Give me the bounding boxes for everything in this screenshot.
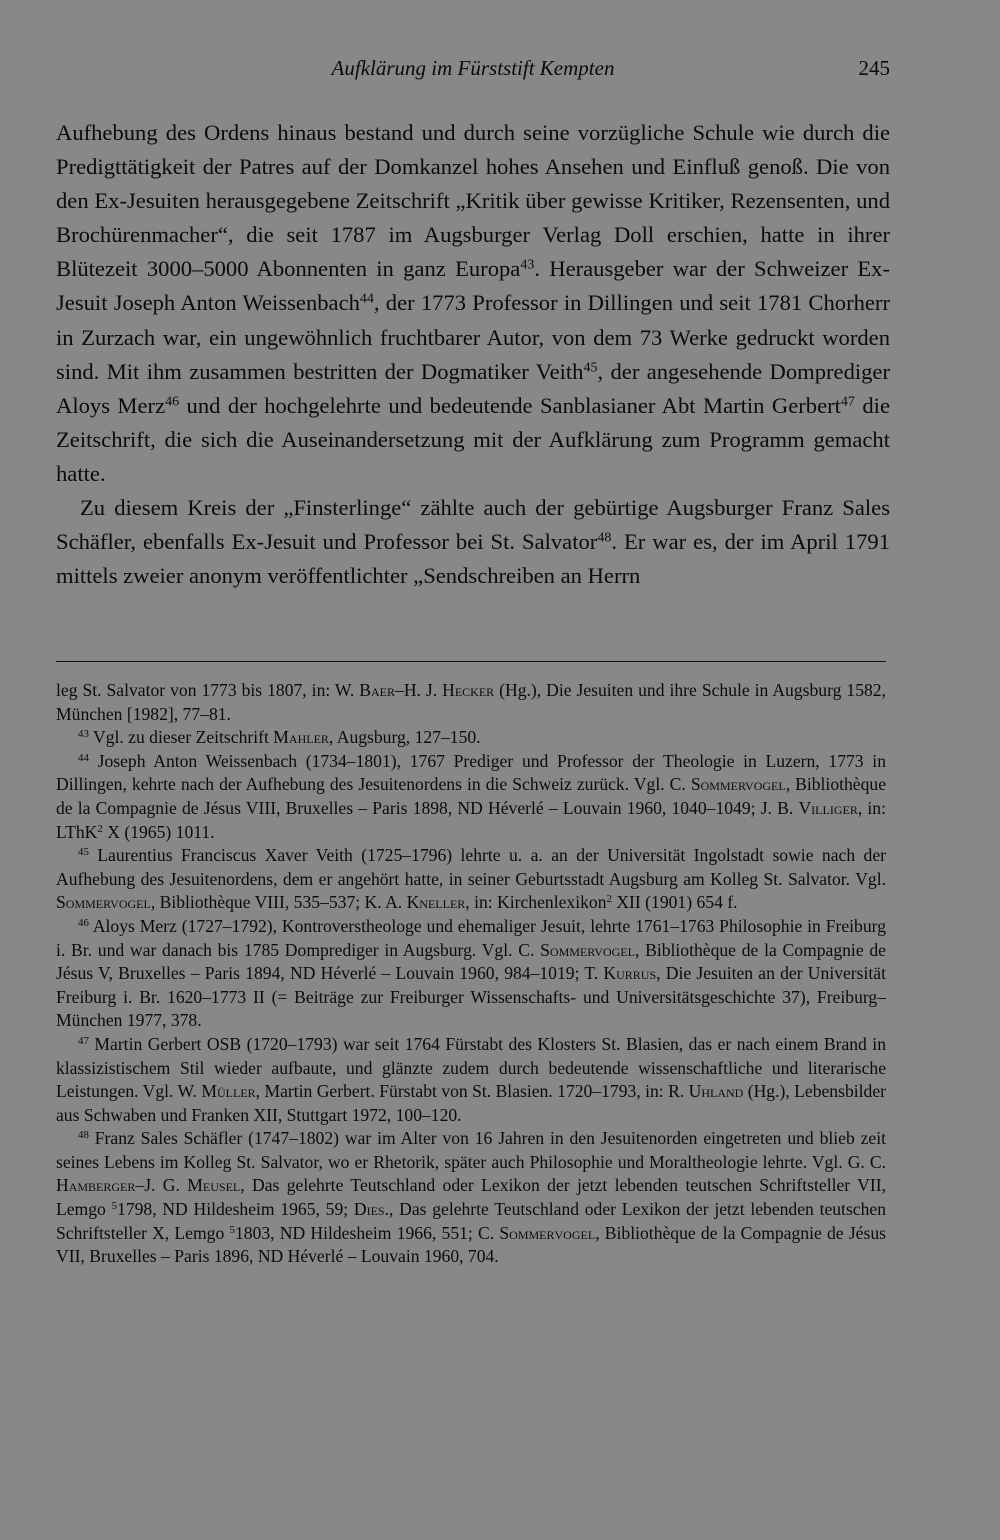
- text-run: –H. J.: [395, 680, 443, 700]
- footnote-45: [56, 844, 886, 915]
- text-run: , Bibliothèque VIII, 535–537; K. A.: [150, 892, 407, 913]
- author-name: Müller: [201, 1081, 256, 1102]
- author-name: Baer: [359, 680, 396, 700]
- text-run: , Das gelehrte Teutschland oder Lexikon der jetzt lebenden teutschen Schriftsteller VII, Lemgo: [56, 1175, 886, 1220]
- text-run: und der hochgelehrte und bedeutende Sanblasianer Abt Martin Gerbert: [179, 392, 841, 418]
- author-name: Meusel: [187, 1175, 241, 1196]
- text-run: , Die Jesuiten an der Universität Freiburg i. Br. 1620–1773 II (= Beiträge zur Freiburger Wissenschafts- und Universitätsgeschichte 37), Freiburg–München 1977, 378.: [56, 963, 886, 1031]
- text-run: die Zeitschrift, die sich die Auseinandersetzung mit der Aufklärung zum Programm gemacht hatte.: [56, 392, 890, 486]
- text-run: , Das gelehrte Teutschland oder Lexikon der jetzt lebenden teutschen Schriftsteller X, Lemgo: [56, 1199, 887, 1243]
- author-name: Dies.: [353, 1199, 389, 1220]
- text-run: Laurentius Franciscus Xaver Veith (1725–1796) lehrte u. a. an der Universität Ingolstadt sowie nach der Aufhebung des Jesuitenordens, dem er angehört hatte, in seiner Geburtsstadt Augsburg am Kolleg St. Salvator. Vgl.: [56, 845, 886, 889]
- edition-superscript: 2: [97, 822, 103, 835]
- author-name: Villiger: [798, 797, 858, 818]
- text-run: , in: Kirchenlexikon: [465, 892, 607, 913]
- text-run: . Herausgeber war der Schweizer Ex-Jesuit Joseph Anton Weissenbach: [56, 256, 890, 316]
- text-run: Franz Sales Schäfler (1747–1802) war im Alter von 16 Jahren in den Jesuitenorden eingetreten und blieb zeit seines Lebens im Kolleg St. Salvator, wo er Rhetorik, später auch Philosophie und Moraltheologie lehrte. Vgl. G. C.: [56, 1128, 886, 1172]
- author-name: Sommervogel: [690, 774, 786, 795]
- running-head: [56, 52, 890, 84]
- author-name: Sommervogel: [540, 939, 635, 960]
- footnote-ref-43: 43: [520, 257, 535, 273]
- text-run: Zu diesem Kreis der „Finsterlinge“ zählte auch der gebürtige Augsburger Franz Sales Schäfler, ebenfalls Ex-Jesuit und Professor bei St. Salvator: [56, 495, 890, 555]
- paragraph-2: [56, 491, 890, 593]
- footnote-47: [56, 1033, 886, 1127]
- text-run: , der angesehende Domprediger Aloys Merz: [56, 358, 890, 418]
- footnote-ref-47: 47: [840, 394, 855, 410]
- footnote-ref-45: 45: [583, 359, 598, 375]
- text-run: 1798, ND Hildesheim 1965, 59;: [117, 1199, 354, 1220]
- author-name: Uhland: [688, 1081, 744, 1102]
- page-number: 245: [858, 56, 890, 80]
- text-run: , Bibliothèque de la Compagnie de Jésus VIII, Bruxelles – Paris 1898, ND Héverlé – Louvain 1960, 1040–1049; J. B.: [56, 774, 887, 818]
- running-title: Aufklärung im Fürststift Kempten: [331, 56, 615, 80]
- text-run: , Bibliothèque de la Compagnie de Jésus V, Bruxelles – Paris 1894, ND Héverlé – Louvain 1960, 984–1019; T.: [56, 939, 886, 984]
- text-run: , in: LThK: [56, 797, 886, 842]
- author-name: Sommervogel: [499, 1222, 596, 1243]
- footnote-46: [56, 915, 886, 1033]
- edition-superscript: 5: [229, 1223, 235, 1236]
- paragraph-1: [56, 116, 890, 491]
- text-run: . Er war es, der im April 1791 mittels zweier anonym veröffentlichter „Sendschreiben an Herrn: [56, 529, 890, 589]
- footnote-number: 47: [78, 1034, 89, 1047]
- text-run: leg St. Salvator von 1773 bis 1807, in: W.: [56, 680, 360, 700]
- footnote-44: [56, 750, 886, 844]
- main-text: [56, 116, 890, 593]
- footnote-continuation: [56, 679, 886, 726]
- author-name: Hecker: [442, 680, 495, 700]
- footnote-number: 44: [78, 751, 89, 764]
- text-run: , Martin Gerbert. Fürstabt von St. Blasien. 1720–1793, in: R.: [255, 1081, 689, 1102]
- footnotes: [56, 679, 886, 1269]
- text-run: , der 1773 Professor in Dillingen und seit 1781 Chorherr in Zurzach war, ein ungewöhnlich fruchtbarer Autor, von dem 73 Werke gedruckt worden sind. Mit ihm zusammen bestritten der Dogmatiker Veith: [56, 290, 890, 384]
- footnote-rule: [56, 661, 886, 662]
- text-run: –J. G.: [135, 1175, 188, 1196]
- footnote-48: [56, 1127, 886, 1269]
- text-run: Aufhebung des Ordens hinaus bestand und durch seine vorzügliche Schule wie durch die Predigttätigkeit der Patres auf der Domkanzel hohes Ansehen und Einfluß genoß. Die von den Ex-Jesuiten herausgegebene Zeitschrift „Kritik über gewisse Kritiker, Rezensenten, und Brochürenmacher“, die seit 1787 im Augsburger Verlag Doll erschien, hatte in ihrer Blütezeit 3000–5000 Abonnenten in ganz Europa: [56, 120, 890, 282]
- text-run: Vgl. zu dieser Zeitschrift: [88, 727, 274, 748]
- text-run: , Bibliothèque de la Compagnie de Jésus VII, Bruxelles – Paris 1896, ND Héverlé – Louvain 1960, 704.: [56, 1222, 886, 1267]
- text-run: XII (1901) 654 f.: [611, 892, 738, 913]
- footnote-ref-44: 44: [359, 291, 374, 307]
- footnote-number: 48: [78, 1129, 89, 1142]
- footnote-number: 45: [78, 846, 89, 859]
- author-name: Kurrus: [603, 963, 657, 984]
- text-run: Aloys Merz (1727–1792), Kontroverstheologe und ehemaliger Jesuit, lehrte 1761–1763 Philosophie in Freiburg i. Br. und war danach bis 1785 Domprediger in Augsburg. Vgl. C.: [56, 915, 886, 960]
- text-run: X (1965) 1011.: [102, 821, 215, 842]
- footnote-ref-46: 46: [165, 394, 180, 410]
- text-run: , Augsburg, 127–150.: [328, 727, 481, 748]
- text-run: Joseph Anton Weissenbach (1734–1801), 1767 Prediger und Professor der Theologie in Luzern, 1773 in Dillingen, kehrte nach der Aufhebung des Jesuitenordens in die Schweiz zurück. Vgl. C.: [56, 750, 886, 795]
- footnote-ref-48: 48: [597, 530, 612, 546]
- author-name: Mahler: [273, 727, 329, 748]
- footnote-number: 43: [78, 728, 89, 741]
- footnote-43: [56, 726, 886, 750]
- text-run: (Hg.), Die Jesuiten und ihre Schule in Augsburg 1582, München [1982], 77–81.: [56, 680, 886, 724]
- author-name: Sommervogel: [56, 892, 151, 913]
- author-name: Kneller: [406, 892, 466, 913]
- text-run: Martin Gerbert OSB (1720–1793) war seit 1764 Fürstabt des Klosters St. Blasien, das er nach einem Brand in klassizistischem Stil wieder aufbaute, und glänzte zudem durch bedeutende wissenschaftliche und literarische Leistungen. Vgl. W.: [56, 1033, 886, 1102]
- edition-superscript: 2: [606, 893, 612, 906]
- edition-superscript: 5: [111, 1200, 118, 1213]
- text-run: 1803, ND Hildesheim 1966, 551; C.: [234, 1222, 500, 1243]
- author-name: Hamberger: [56, 1175, 136, 1196]
- text-run: (Hg.), Lebensbilder aus Schwaben und Franken XII, Stuttgart 1972, 100–120.: [56, 1081, 886, 1125]
- footnote-number: 46: [78, 916, 89, 929]
